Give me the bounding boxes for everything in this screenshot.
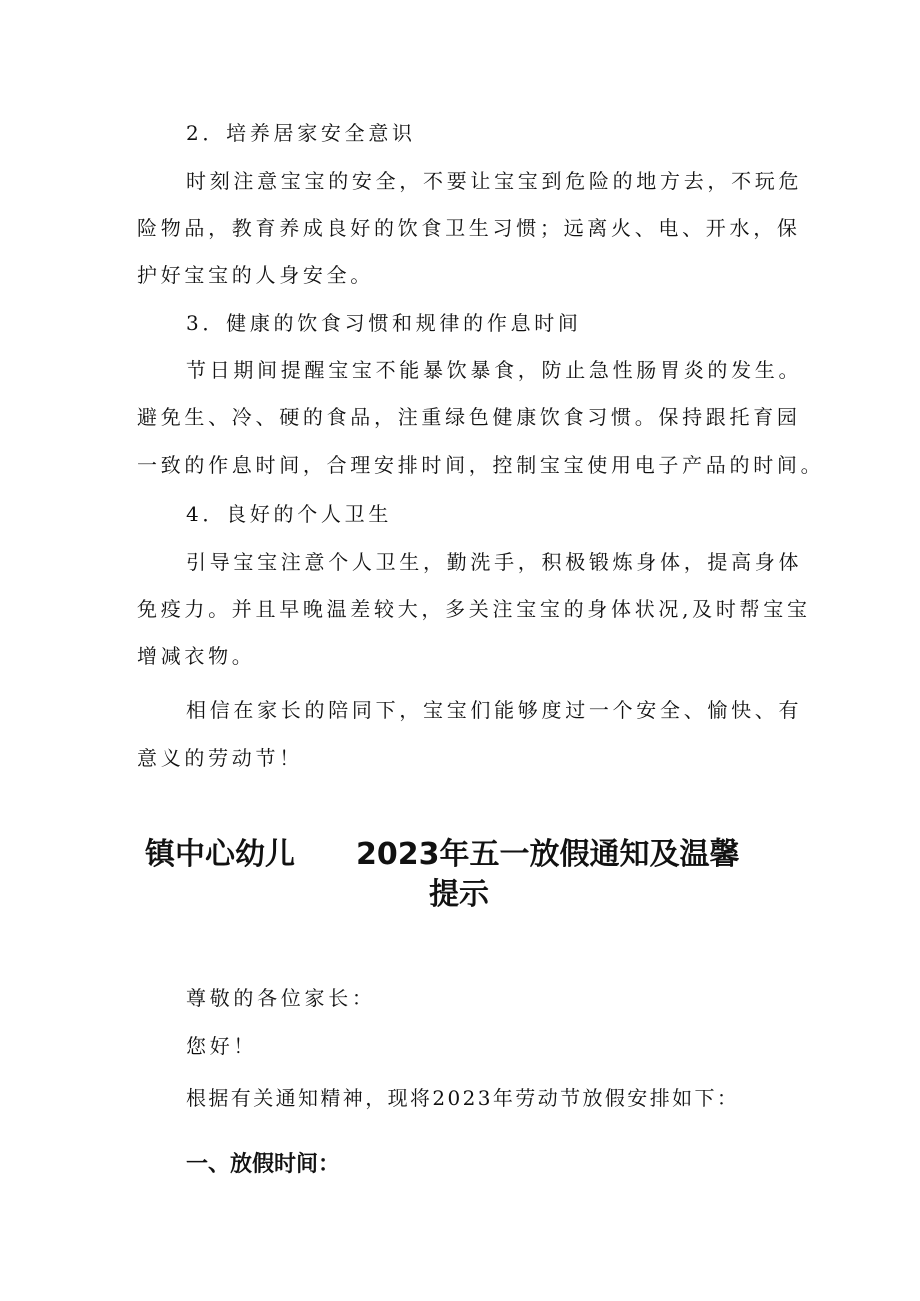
item4-heading: 4．良好的个人卫生 (186, 502, 393, 526)
notice-title-part2: 2023年五一放假通知及温馨 (356, 837, 740, 872)
item3-heading: 3．健康的饮食习惯和规律的作息时间 (186, 311, 582, 335)
notice-title-part3: 提示 (429, 877, 489, 912)
item4-body-line: 增减衣物。 (137, 644, 256, 668)
item3-body-line: 节日期间提醒宝宝不能暴饮暴食，防止急性肠胃炎的发生。 (186, 358, 803, 382)
item4-body-line: 引导宝宝注意个人卫生，勤洗手，积极锻炼身体，提高身体 (186, 550, 803, 574)
item2-body-line: 险物品，教育养成良好的饮食卫生习惯；远离火、电、开水，保 (137, 216, 801, 240)
closing-line: 相信在家长的陪同下，宝宝们能够度过一个安全、愉快、有 (186, 698, 803, 722)
closing-line: 意义的劳动节！ (137, 746, 303, 770)
salutation: 尊敬的各位家长： (186, 986, 376, 1010)
notice-title-part1: 镇中心幼儿 (145, 837, 295, 872)
intro-paragraph: 根据有关通知精神，现将2023年劳动节放假安排如下： (186, 1086, 740, 1110)
item2-heading: 2．培养居家安全意识 (186, 121, 416, 145)
item4-body-line: 免疫力。并且早晚温差较大，多关注宝宝的身体状况,及时帮宝宝 (137, 597, 811, 621)
item2-body-line: 护好宝宝的人身安全。 (137, 263, 374, 287)
section1-heading: 一、放假时间： (186, 1152, 341, 1177)
item3-body-line: 避免生、冷、硬的食品，注重绿色健康饮食习惯。保持跟托育园 (137, 405, 801, 429)
item2-body-line: 时刻注意宝宝的安全，不要让宝宝到危险的地方去，不玩危 (186, 169, 803, 193)
greeting: 您好！ (186, 1034, 258, 1058)
item3-body-line: 一致的作息时间，合理安排时间，控制宝宝使用电子产品的时间。 (137, 453, 825, 477)
